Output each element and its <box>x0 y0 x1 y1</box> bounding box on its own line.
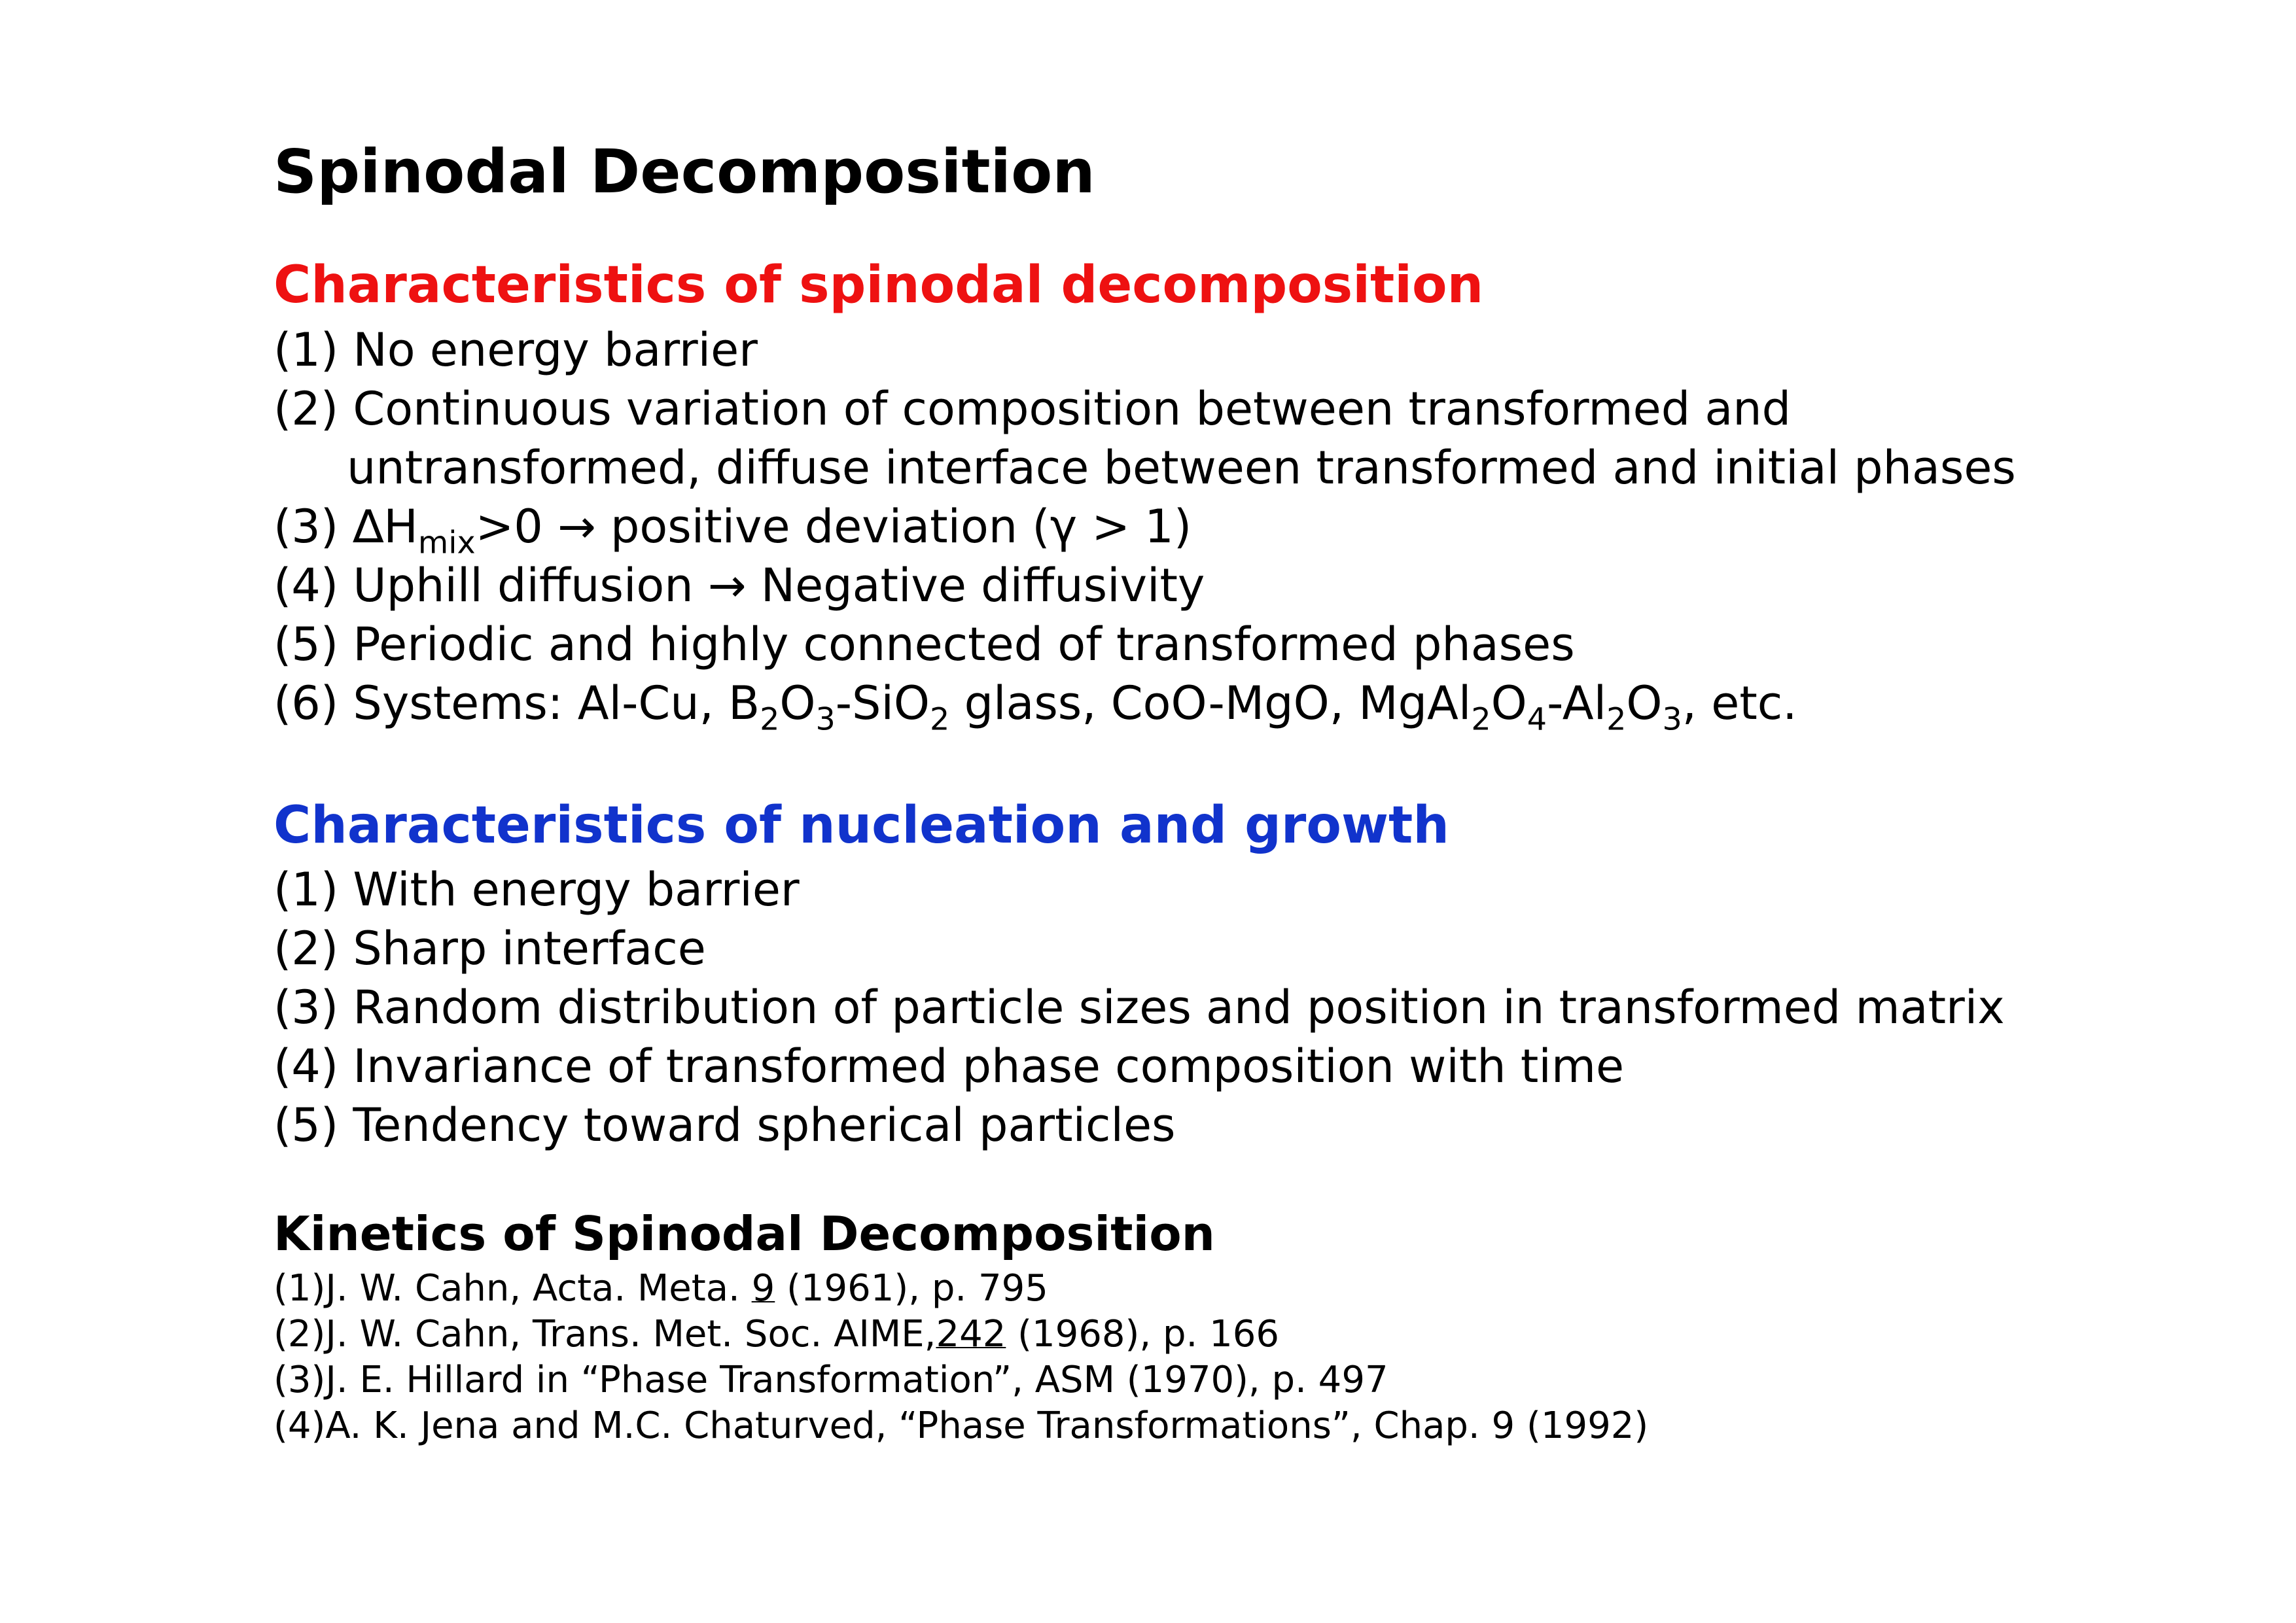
spinodal-item-2-line1: Continuous variation of composition between transformed and <box>353 382 1792 436</box>
item6-sub: 2 <box>930 701 950 738</box>
reference-2 <box>274 1312 1279 1357</box>
reference-volume: 242 <box>936 1313 1006 1355</box>
nucleation-item-1: (1) With energy barrier <box>274 863 800 916</box>
item6-text: -Al <box>1547 676 1607 730</box>
enthalpy-subscript: mix <box>417 525 476 561</box>
spinodal-item-2-number: (2) <box>274 382 339 436</box>
reference-text: (1961), p. 795 <box>775 1267 1048 1310</box>
reference-1 <box>274 1266 1048 1312</box>
spinodal-item-3-number: (3) <box>274 500 353 553</box>
reference-3: (3)J. E. Hillard in “Phase Transformation”, ASM (1970), p. 497 <box>274 1359 1388 1401</box>
delta-symbol: ∆ <box>353 500 384 553</box>
item6-sub: 2 <box>1471 701 1491 738</box>
nucleation-item-4: (4) Invariance of transformed phase composition with time <box>274 1039 1625 1093</box>
spinodal-item-4: (4) Uphill diffusion → Negative diffusivity <box>274 559 1205 612</box>
item6-text: , etc. <box>1682 676 1797 730</box>
reference-text: (2)J. W. Cahn, Trans. Met. Soc. AIME, <box>274 1313 936 1355</box>
item6-sub: 2 <box>760 701 780 738</box>
spinodal-item-1: (1) No energy barrier <box>274 323 758 377</box>
item6-text: (6) Systems: Al-Cu, B <box>274 676 760 730</box>
item6-sub: 2 <box>1606 701 1627 738</box>
spinodal-item-3-rest: >0 → positive deviation (γ > 1) <box>475 500 1192 553</box>
nucleation-item-3: (3) Random distribution of particle sizes and position in transformed matrix <box>274 981 2005 1034</box>
reference-4: (4)A. K. Jena and M.C. Chaturved, “Phase Transformations”, Chap. 9 (1992) <box>274 1405 1649 1447</box>
spinodal-heading: Characteristics of spinodal decomposition <box>274 256 1484 315</box>
spinodal-item-5: (5) Periodic and highly connected of transformed phases <box>274 618 1575 671</box>
item6-sub: 3 <box>815 701 836 738</box>
nucleation-item-5: (5) Tendency toward spherical particles <box>274 1098 1176 1152</box>
item6-sub: 4 <box>1527 701 1547 738</box>
item6-text: O <box>1626 676 1663 730</box>
item6-text: O <box>779 676 816 730</box>
spinodal-item-3 <box>274 497 1192 561</box>
kinetics-heading: Kinetics of Spinodal Decomposition <box>274 1206 1215 1261</box>
nucleation-item-2: (2) Sharp interface <box>274 922 706 975</box>
reference-volume: 9 <box>751 1267 775 1310</box>
item6-text: O <box>1491 676 1527 730</box>
item6-text: glass, CoO-MgO, MgAl <box>949 676 1472 730</box>
nucleation-heading: Characteristics of nucleation and growth <box>274 796 1449 855</box>
reference-text: (1968), p. 166 <box>1006 1313 1279 1355</box>
enthalpy-symbol: H <box>383 500 418 553</box>
reference-text: (1)J. W. Cahn, Acta. Meta. <box>274 1267 752 1310</box>
item6-text: -SiO <box>835 676 930 730</box>
spinodal-item-2 <box>274 379 1791 438</box>
item6-sub: 3 <box>1662 701 1682 738</box>
page-title: Spinodal Decomposition <box>274 137 1095 207</box>
spinodal-item-2-line2: untransformed, diffuse interface between transformed and initial phases <box>347 441 2016 495</box>
spinodal-item-6 <box>274 674 1797 738</box>
